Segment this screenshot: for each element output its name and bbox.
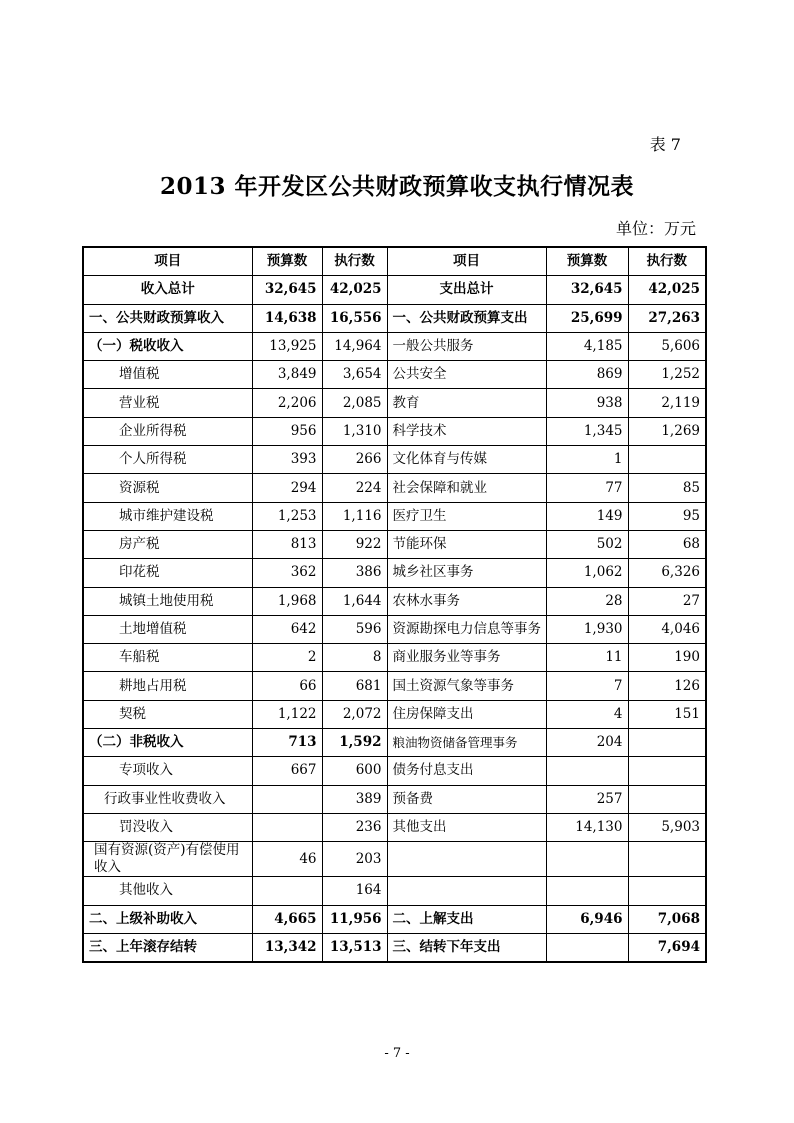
actual-cell: 2,072 [322,700,387,728]
item-cell: 粮油物资储备管理事务 [387,729,546,757]
column-header: 预算数 [252,247,322,276]
budget-cell: 14,638 [252,304,322,332]
table-row [83,446,706,474]
budget-cell: 1,968 [252,587,322,615]
item-cell: 一、公共财政预算支出 [387,304,546,332]
item-cell: 商业服务业等事务 [387,644,546,672]
item-cell: 公共安全 [387,361,546,389]
actual-cell: 5,606 [628,332,706,360]
table-row [83,304,706,332]
budget-cell: 956 [252,417,322,445]
item-cell: 文化体育与传媒 [387,446,546,474]
item-cell: 城乡社区事务 [387,559,546,587]
document-title: 2013 年开发区公共财政预算收支执行情况表 [159,173,635,200]
item-cell: 土地增值税 [83,615,252,643]
item-cell: 营业税 [83,389,252,417]
budget-cell: 713 [252,729,322,757]
actual-cell: 596 [322,615,387,643]
item-cell: 契税 [83,700,252,728]
table-row [83,587,706,615]
item-cell: 耕地占用税 [83,672,252,700]
actual-cell: 236 [322,813,387,841]
table-row [83,389,706,417]
item-cell: 专项收入 [83,757,252,785]
item-cell: 农林水事务 [387,587,546,615]
item-cell: 二、上解支出 [387,905,546,933]
table-row [83,842,706,877]
actual-cell: 1,269 [628,417,706,445]
actual-cell [628,877,706,905]
actual-cell: 1,592 [322,729,387,757]
table-row [83,672,706,700]
table-row [83,502,706,530]
budget-cell [546,933,628,962]
unit-label: 单位：万元 [615,219,696,238]
budget-cell: 1 [546,446,628,474]
budget-cell: 77 [546,474,628,502]
budget-cell: 1,253 [252,502,322,530]
table-row [83,729,706,757]
budget-cell: 66 [252,672,322,700]
page-number: - 7 - [384,1046,410,1061]
budget-cell: 6,946 [546,905,628,933]
item-cell [387,877,546,905]
actual-cell: 13,513 [322,933,387,962]
table-row [83,417,706,445]
actual-cell: 389 [322,785,387,813]
actual-cell: 203 [322,842,387,877]
budget-cell: 1,122 [252,700,322,728]
budget-cell: 32,645 [252,276,322,304]
actual-cell [628,785,706,813]
actual-cell: 1,252 [628,361,706,389]
actual-cell: 95 [628,502,706,530]
column-header: 项目 [83,247,252,276]
budget-cell: 28 [546,587,628,615]
item-cell: 三、上年滚存结转 [83,933,252,962]
item-cell: 车船税 [83,644,252,672]
actual-cell [628,757,706,785]
table-row [83,700,706,728]
actual-cell [628,729,706,757]
item-cell: 城市维护建设税 [83,502,252,530]
actual-cell: 1,644 [322,587,387,615]
budget-cell: 32,645 [546,276,628,304]
actual-cell: 16,556 [322,304,387,332]
budget-cell: 25,699 [546,304,628,332]
budget-cell: 502 [546,530,628,558]
actual-cell: 27 [628,587,706,615]
actual-cell: 681 [322,672,387,700]
actual-cell: 8 [322,644,387,672]
item-cell: 行政事业性收费收入 [83,785,252,813]
budget-cell: 204 [546,729,628,757]
actual-cell: 2,119 [628,389,706,417]
budget-cell: 13,342 [252,933,322,962]
item-cell: 支出总计 [387,276,546,304]
table-row [83,813,706,841]
budget-cell: 13,925 [252,332,322,360]
actual-cell: 27,263 [628,304,706,332]
item-cell: 罚没收入 [83,813,252,841]
actual-cell: 6,326 [628,559,706,587]
actual-cell: 7,068 [628,905,706,933]
budget-table [82,246,707,963]
column-header: 执行数 [628,247,706,276]
actual-cell: 922 [322,530,387,558]
budget-cell: 257 [546,785,628,813]
item-cell: 企业所得税 [83,417,252,445]
table-row [83,276,706,304]
budget-cell [252,877,322,905]
item-cell: 增值税 [83,361,252,389]
table-row [83,615,706,643]
budget-cell: 2 [252,644,322,672]
item-cell: 预备费 [387,785,546,813]
actual-cell: 1,310 [322,417,387,445]
actual-cell: 42,025 [322,276,387,304]
column-header: 项目 [387,247,546,276]
budget-cell: 667 [252,757,322,785]
item-cell: 科学技术 [387,417,546,445]
actual-cell: 68 [628,530,706,558]
actual-cell: 42,025 [628,276,706,304]
budget-cell: 813 [252,530,322,558]
actual-cell: 11,956 [322,905,387,933]
item-cell: 教育 [387,389,546,417]
actual-cell: 190 [628,644,706,672]
column-header: 预算数 [546,247,628,276]
budget-cell: 1,345 [546,417,628,445]
budget-cell: 14,130 [546,813,628,841]
item-cell: 其他收入 [83,877,252,905]
table-row [83,933,706,962]
table-row [83,530,706,558]
item-cell: 资源税 [83,474,252,502]
table-row [83,332,706,360]
budget-cell: 4,185 [546,332,628,360]
budget-cell: 642 [252,615,322,643]
item-cell: 资源勘探电力信息等事务 [387,615,546,643]
item-cell: 节能环保 [387,530,546,558]
actual-cell: 266 [322,446,387,474]
actual-cell: 164 [322,877,387,905]
actual-cell: 1,116 [322,502,387,530]
budget-cell: 294 [252,474,322,502]
actual-cell: 224 [322,474,387,502]
budget-cell [546,877,628,905]
item-cell: 住房保障支出 [387,700,546,728]
budget-cell: 869 [546,361,628,389]
actual-cell [628,842,706,877]
actual-cell: 3,654 [322,361,387,389]
table-row [83,905,706,933]
table-row [83,644,706,672]
budget-cell: 4 [546,700,628,728]
column-header: 执行数 [322,247,387,276]
actual-cell: 126 [628,672,706,700]
item-cell: 个人所得税 [83,446,252,474]
item-cell: 房产税 [83,530,252,558]
actual-cell: 386 [322,559,387,587]
budget-cell: 2,206 [252,389,322,417]
item-cell: 债务付息支出 [387,757,546,785]
budget-cell: 1,062 [546,559,628,587]
actual-cell: 5,903 [628,813,706,841]
actual-cell [628,446,706,474]
item-cell: 社会保障和就业 [387,474,546,502]
budget-cell: 4,665 [252,905,322,933]
item-cell: 三、结转下年支出 [387,933,546,962]
budget-cell [546,842,628,877]
table-row [83,559,706,587]
table-row [83,877,706,905]
item-cell: （一）税收收入 [83,332,252,360]
item-cell: 印花税 [83,559,252,587]
budget-cell: 1,930 [546,615,628,643]
actual-cell: 85 [628,474,706,502]
actual-cell: 600 [322,757,387,785]
actual-cell: 151 [628,700,706,728]
actual-cell: 4,046 [628,615,706,643]
table-header-row [83,247,706,276]
table-number: 表 7 [649,135,681,154]
budget-cell [252,813,322,841]
table-row [83,361,706,389]
item-cell: 国有资源(资产)有偿使用收入 [83,842,252,877]
budget-cell [546,757,628,785]
item-cell [387,842,546,877]
item-cell: 国土资源气象等事务 [387,672,546,700]
budget-cell: 938 [546,389,628,417]
actual-cell: 14,964 [322,332,387,360]
item-cell: （二）非税收入 [83,729,252,757]
table-row [83,474,706,502]
budget-cell: 3,849 [252,361,322,389]
budget-cell: 362 [252,559,322,587]
budget-cell: 7 [546,672,628,700]
item-cell: 一般公共服务 [387,332,546,360]
item-cell: 医疗卫生 [387,502,546,530]
budget-cell: 11 [546,644,628,672]
table-row [83,785,706,813]
budget-cell: 393 [252,446,322,474]
actual-cell: 2,085 [322,389,387,417]
item-cell: 其他支出 [387,813,546,841]
actual-cell: 7,694 [628,933,706,962]
item-cell: 一、公共财政预算收入 [83,304,252,332]
budget-cell: 46 [252,842,322,877]
item-cell: 二、上级补助收入 [83,905,252,933]
budget-cell: 149 [546,502,628,530]
item-cell: 城镇土地使用税 [83,587,252,615]
table-row [83,757,706,785]
item-cell: 收入总计 [83,276,252,304]
budget-cell [252,785,322,813]
